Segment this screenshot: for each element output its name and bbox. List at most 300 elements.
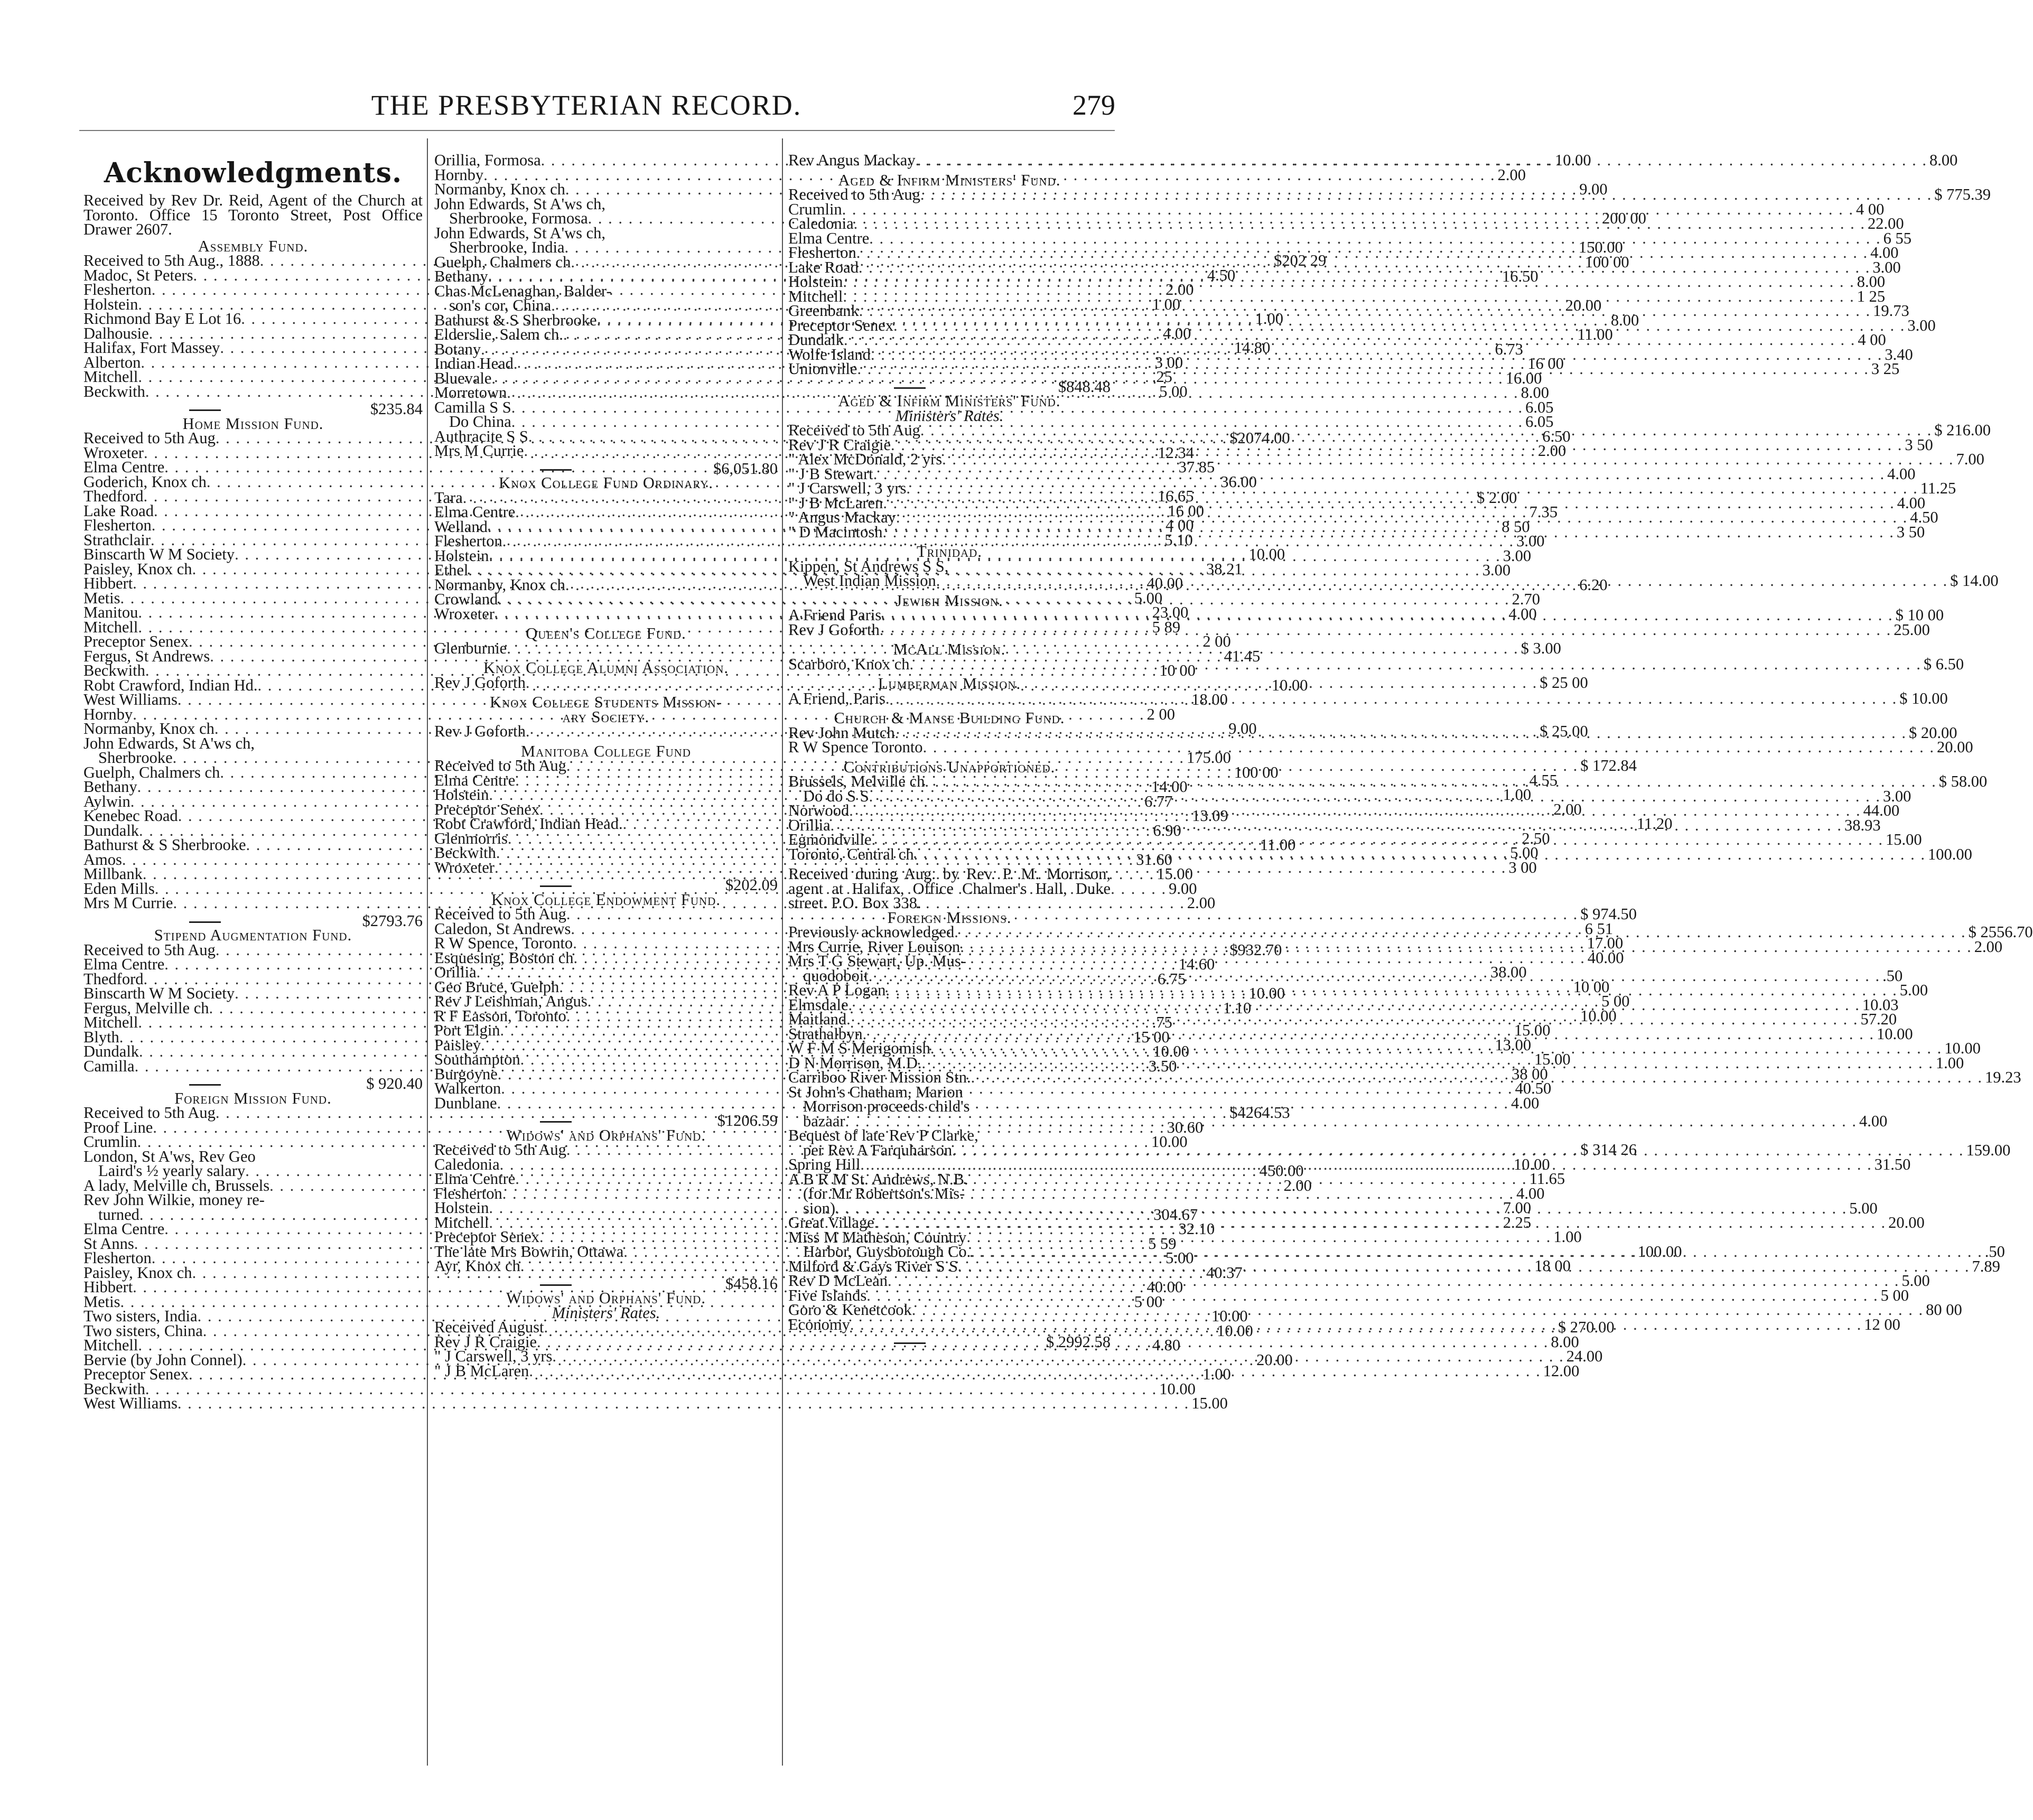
total-rule bbox=[189, 921, 221, 923]
entry-label: Lake Road bbox=[83, 501, 154, 520]
entry-label: Rev J Goforth bbox=[788, 620, 880, 639]
entry-amount: 38.21 bbox=[1206, 559, 1243, 578]
entry-amount: $ 25 00 bbox=[1540, 673, 1588, 692]
entry-label: Guelph, Chalmers ch bbox=[83, 763, 220, 781]
entry-amount: 11.65 bbox=[1529, 1170, 1565, 1188]
entry-text: Miss M Matheson, Country bbox=[788, 1228, 967, 1246]
entry-amount: 31.60 bbox=[1136, 850, 1172, 869]
entry-amount: 2.00 bbox=[1283, 1176, 1312, 1194]
entry-amount: 1.00 bbox=[1553, 1228, 1582, 1246]
fund-heading: Knox College Alumni Association. bbox=[483, 659, 729, 677]
entry-amount: 4.50 bbox=[1910, 508, 1938, 526]
entry-amount: 38 00 bbox=[1512, 1065, 1548, 1083]
fund-heading: Widows' and Orphans' Fund. bbox=[506, 1289, 706, 1307]
entry-amount: 175.00 bbox=[1186, 749, 1231, 767]
entry-label: Metis bbox=[83, 589, 120, 607]
entry-label: The late Mrs Bowrin, Ottawa bbox=[434, 1242, 624, 1261]
entry-amount: 6.77 bbox=[1144, 792, 1173, 810]
entry-amount: 11.00 bbox=[1260, 836, 1296, 854]
entry-label: Binscarth W M Society bbox=[83, 984, 235, 1002]
entry-label: Spring Hill bbox=[788, 1155, 861, 1173]
entry-amount: 1 25 bbox=[1857, 287, 1886, 305]
entry-amount: 2.25 bbox=[1503, 1213, 1532, 1231]
entry-amount: 3.40 bbox=[1885, 345, 1913, 363]
entry-amount: 9.00 bbox=[1169, 879, 1197, 898]
entry-label: Elma Centre bbox=[83, 1220, 165, 1238]
dot-leader bbox=[860, 1155, 1872, 1173]
entry-amount: 5.00 bbox=[1849, 1199, 1878, 1217]
entry-amount: 11.20 bbox=[1636, 815, 1673, 833]
entry-continuation: (for Mr Robertson's Mis- bbox=[803, 1184, 965, 1202]
entry-amount: 3 00 bbox=[1508, 858, 1537, 876]
entry-label: Received to 5th Aug bbox=[788, 185, 920, 203]
fund-heading: Foreign Missions. bbox=[887, 908, 1012, 927]
entry-label: Guelph, Chalmers ch bbox=[434, 253, 571, 271]
entry-label: Maitland bbox=[788, 1010, 847, 1028]
entry-label: Wroxeter bbox=[434, 604, 495, 623]
entry-amount: 15 00 bbox=[1133, 1028, 1170, 1046]
entry-label: Elma Centre bbox=[788, 229, 870, 247]
entry-text: London, St A'ws, Rev Geo bbox=[83, 1147, 256, 1165]
total-amount: $ 920.40 bbox=[366, 1075, 423, 1093]
entry-label: Rev J Leishman, Angus bbox=[434, 992, 587, 1010]
fund-subheading: Ministers' Rates. bbox=[895, 406, 1004, 425]
entry-amount: 100 00 bbox=[1234, 763, 1279, 781]
dot-leader bbox=[857, 362, 1869, 377]
entry-amount: $932.70 bbox=[1229, 940, 1282, 959]
entry-label: Two sisters, China bbox=[83, 1321, 203, 1340]
entry-amount: 14.80 bbox=[1234, 339, 1271, 357]
entry-amount: 2.00 bbox=[1537, 442, 1566, 460]
entry-label: Flesherton bbox=[434, 1184, 502, 1202]
total-rule bbox=[189, 409, 221, 411]
dot-leader bbox=[850, 1318, 1862, 1332]
entry-amount: 4.00 bbox=[1508, 604, 1537, 623]
entry-label: Beckwith bbox=[83, 382, 145, 400]
total-rule bbox=[540, 469, 572, 471]
entry-label: bazaar bbox=[803, 1112, 845, 1130]
entry-amount: 2.00 bbox=[1974, 937, 2003, 956]
entry-label: Bathurst & S Sherbrooke bbox=[434, 311, 597, 329]
entry-amount: 80 00 bbox=[1926, 1301, 1962, 1319]
entry-label: Great Village bbox=[788, 1214, 874, 1231]
entry-amount: 150.00 bbox=[1578, 238, 1623, 256]
entry-amount: 31.50 bbox=[1874, 1155, 1911, 1173]
dot-leader bbox=[529, 1364, 1541, 1379]
entry-label: Elma Centre bbox=[434, 1170, 516, 1188]
entry-amount: 5 59 bbox=[1148, 1234, 1177, 1253]
entry-amount: 16 00 bbox=[1168, 501, 1204, 520]
entry-amount: 5.00 bbox=[1165, 1249, 1194, 1267]
entry-label: Bluevale bbox=[434, 369, 492, 387]
entry-label: Dunblane bbox=[434, 1094, 497, 1112]
entry-label: A lady, Melville ch, Brussels bbox=[83, 1176, 270, 1194]
entry-label: Goro & Kenetcook bbox=[788, 1301, 912, 1319]
entry-amount: 4.00 bbox=[1887, 464, 1916, 483]
fund-heading: Manitoba College Fund bbox=[521, 742, 691, 760]
entry-label: R W Spence, Toronto bbox=[434, 934, 573, 952]
entry-amount: 2.00 bbox=[1553, 800, 1582, 818]
entry-label: Rev J Goforth bbox=[434, 673, 526, 692]
entry-amount: 2.00 bbox=[1165, 281, 1194, 298]
entry-label: Brussels, Melville ch bbox=[788, 772, 925, 790]
entry-label: Rev D McLean bbox=[788, 1272, 888, 1290]
fund-heading: Home Mission Fund. bbox=[182, 414, 324, 433]
entry-label: A Friend Paris bbox=[788, 606, 882, 624]
entry-amount: 25.00 bbox=[1894, 620, 1930, 639]
entry-label: Received to 5th Aug bbox=[83, 940, 216, 959]
entry-amount: $ 172.84 bbox=[1580, 757, 1637, 774]
entry-label: Elma Centre bbox=[83, 955, 165, 973]
dot-leader bbox=[880, 623, 1891, 638]
entry-label: Elderslie, Salem ch. bbox=[434, 325, 563, 343]
entry-label: W F M S Merigomish bbox=[788, 1039, 930, 1057]
entry-amount: 4.50 bbox=[1207, 266, 1236, 284]
entry-amount: 8.00 bbox=[1521, 384, 1549, 402]
entry-amount: 20.00 bbox=[1888, 1214, 1925, 1231]
entry-amount: 15.00 bbox=[1534, 1050, 1571, 1068]
entry-text: Kippen, St Andrews S S, bbox=[788, 557, 949, 575]
fund-heading: Contributions Unapportioned. bbox=[843, 758, 1056, 776]
entry-amount: 7.89 bbox=[1972, 1257, 2000, 1275]
entry-label: Unionville bbox=[788, 360, 857, 378]
entry-amount: $ 270.00 bbox=[1558, 1318, 1615, 1336]
entry-amount: 159.00 bbox=[1966, 1141, 2011, 1159]
entry-label: Halifax, Fort Massey bbox=[83, 339, 220, 357]
fund-heading: Church & Manse Building Fund. bbox=[834, 709, 1065, 727]
entry-amount: 6.75 bbox=[1157, 969, 1186, 988]
entry-label: Goderich, Knox ch bbox=[83, 472, 207, 491]
entry-text: Mrs T G Stewart, Up. Mus- bbox=[788, 952, 966, 970]
entry-label: Crowland bbox=[434, 590, 498, 608]
entry-label: sion) bbox=[803, 1199, 835, 1217]
entry-label: Egmondville bbox=[788, 830, 872, 848]
entry-label: Camilla S S bbox=[434, 398, 511, 416]
entry-amount: 13.00 bbox=[1495, 1035, 1532, 1054]
entry-label: Manitou bbox=[83, 603, 138, 621]
entry-label: Holstein bbox=[788, 273, 843, 291]
entry-label: quodoboit bbox=[803, 966, 869, 985]
entry-amount: 10.00 bbox=[1151, 1133, 1188, 1151]
entry-amount: 5 00 bbox=[1880, 1286, 1909, 1304]
entry-amount: 6.73 bbox=[1495, 340, 1523, 358]
entry-amount: $2074.00 bbox=[1229, 429, 1290, 447]
entry-amount: 2.00 bbox=[1497, 165, 1526, 184]
entry-label: Mrs M Currie bbox=[434, 442, 524, 460]
dot-leader bbox=[936, 574, 1948, 592]
entry-label: Mitchell bbox=[434, 1213, 489, 1231]
entry-label: Economy bbox=[788, 1315, 850, 1333]
fund-heading: Knox College Fund Ordinary. bbox=[498, 474, 713, 492]
entry-label: Port Elgin bbox=[434, 1021, 500, 1039]
entry-label: Mrs M Currie bbox=[83, 894, 173, 912]
entry-text: John Edwards, St A'ws ch, bbox=[434, 223, 606, 242]
entry-amount: .50 bbox=[1882, 966, 1903, 985]
entry-label: Burgoyne bbox=[434, 1065, 498, 1083]
entry-amount: 10.00 bbox=[1580, 1006, 1617, 1025]
entry-amount: 10.03 bbox=[1862, 995, 1899, 1014]
entry-amount: 100 00 bbox=[1584, 253, 1629, 271]
total-amount: $2793.76 bbox=[362, 911, 423, 930]
entry-amount: 5.00 bbox=[1899, 981, 1928, 999]
entry-label: Received to 5th Aug bbox=[434, 1141, 566, 1159]
entry-amount: 4.00 bbox=[1859, 1112, 1888, 1130]
entry-label: " J B McLaren bbox=[434, 1361, 529, 1380]
entry-label: Laird's ½ yearly salary bbox=[98, 1162, 246, 1180]
entry-label: Received August bbox=[434, 1318, 544, 1336]
entry-amount: 450.00 bbox=[1259, 1162, 1304, 1180]
dot-leader bbox=[178, 1396, 1189, 1411]
entry-amount: 4.00 bbox=[1870, 244, 1899, 262]
entry-label: " D Macintosh bbox=[788, 522, 883, 541]
entry-label: Orillia bbox=[788, 816, 831, 834]
entry-amount: 10.00 bbox=[1211, 1307, 1248, 1325]
entry-amount: 6.90 bbox=[1153, 821, 1181, 839]
dot-leader bbox=[960, 940, 1972, 955]
entry-amount: 14.00 bbox=[1151, 778, 1188, 796]
fund-heading: Trinidad. bbox=[917, 543, 982, 561]
entry-label: Harbor, Guysborough Co. bbox=[803, 1243, 971, 1261]
entry-amount: $ 20.00 bbox=[1909, 723, 1957, 742]
entry-amount: 4.00 bbox=[1510, 1094, 1540, 1112]
entry-label: Elma Centre bbox=[83, 458, 165, 476]
entry-label: Rev A P Logan bbox=[788, 981, 886, 999]
entry-amount: 2.00 bbox=[1187, 894, 1216, 912]
entry-label: Preceptor Senex bbox=[788, 316, 894, 334]
entry-label: Robt Crawford, Indian Hd. bbox=[83, 676, 258, 694]
entry-label: Crumlin bbox=[83, 1133, 137, 1151]
total-rule bbox=[540, 1121, 572, 1123]
entry-label: Preceptor Senex bbox=[434, 800, 540, 818]
fund-heading: Queen's College Fund. bbox=[526, 624, 686, 642]
entry-amount: 100.00 bbox=[1637, 1242, 1682, 1261]
entry-label: Milford & Gays River S S bbox=[788, 1257, 958, 1275]
entry-amount: 3 50 bbox=[1905, 435, 1933, 454]
fund-subheading: Ministers' Rates. bbox=[552, 1303, 660, 1322]
entry-amount: 11.00 bbox=[1577, 325, 1613, 343]
entry-label: Paisley, Knox ch bbox=[83, 559, 192, 578]
entry-label: Esquesing, Boston ch bbox=[434, 948, 574, 967]
entry-label: Welland bbox=[434, 517, 488, 536]
entry-label: Paisley bbox=[434, 1035, 481, 1054]
entry-label: Alberton bbox=[83, 353, 141, 371]
entry-label: Ethel bbox=[434, 561, 469, 579]
entry-label: Scarboro, Knox ch bbox=[788, 655, 910, 673]
entry-label: Crumlin bbox=[788, 200, 842, 218]
entry-label: Beckwith bbox=[434, 844, 496, 862]
entry-label: Millbank bbox=[83, 865, 143, 883]
entry-amount: 8.00 bbox=[1551, 1332, 1579, 1351]
entry-amount: $ 58.00 bbox=[1938, 772, 1988, 790]
entry-label: Mitchell bbox=[788, 287, 843, 305]
entry-label: " J Carswell, 3 yrs bbox=[788, 479, 907, 497]
entry-amount: 41.45 bbox=[1224, 647, 1261, 665]
entry-label: Madoc, St Peters bbox=[83, 266, 193, 284]
entry-label: Hibbert bbox=[83, 574, 133, 592]
entry-amount: $ 25.00 bbox=[1540, 722, 1588, 740]
entry-amount: 16.65 bbox=[1157, 487, 1194, 505]
entry-label: Walkerton bbox=[434, 1079, 501, 1097]
entry-label: Flesherton bbox=[83, 281, 152, 298]
entry-label: R F Easson, Toronto bbox=[434, 1006, 566, 1025]
entry-label: Orillia bbox=[434, 963, 477, 981]
entry-label: Elma Centre bbox=[434, 503, 516, 521]
entry-label: Holstein bbox=[434, 546, 489, 565]
entry-label: Hornby bbox=[434, 165, 484, 184]
entry-amount: 4.00 bbox=[1516, 1184, 1545, 1202]
entry-label: Blyth bbox=[83, 1028, 119, 1046]
entry-amount: 3 00 bbox=[1154, 353, 1183, 371]
entry-label: Bethany bbox=[83, 778, 137, 796]
entry-amount: 30.60 bbox=[1167, 1118, 1204, 1136]
entry-label: Bervie (by John Connel) bbox=[83, 1350, 243, 1369]
entry-label: Beckwith bbox=[83, 661, 145, 679]
entry-amount: 12.00 bbox=[1543, 1361, 1580, 1380]
entry-amount: 15.00 bbox=[1157, 865, 1193, 883]
entry-amount: 19.73 bbox=[1873, 302, 1909, 320]
entry-amount: 15.00 bbox=[1885, 830, 1922, 848]
entry-label: Preceptor Senex bbox=[83, 632, 189, 650]
entry-label: " J Carswell, 3 yrs bbox=[434, 1347, 553, 1365]
entry-label: Robt Crawford, Indian Head. bbox=[434, 815, 623, 833]
total-amount: $848.48 bbox=[1058, 377, 1111, 396]
entry-label: Carriboo River Mission Stn. bbox=[788, 1068, 971, 1086]
entry-amount: 8.00 bbox=[1857, 273, 1886, 291]
entry-label: " Alex McDonald, 2 yrs bbox=[788, 450, 943, 468]
entry-label: Received to 5th Aug bbox=[434, 757, 566, 774]
entry-label: Sherbrooke, Formosa bbox=[449, 209, 588, 227]
entry-label: Thedford bbox=[83, 969, 144, 988]
entry-amount: 7.35 bbox=[1529, 503, 1558, 521]
entry-label: West Williams bbox=[83, 690, 178, 708]
entry-amount: 44.00 bbox=[1863, 801, 1900, 819]
dot-leader bbox=[845, 1114, 1857, 1129]
fund-heading: McAll Mission. bbox=[893, 640, 1006, 658]
entry-label: Southampton bbox=[434, 1050, 520, 1068]
entry-label: Glenburnie bbox=[434, 639, 507, 657]
entry-amount: 40.00 bbox=[1146, 1278, 1183, 1296]
entry-amount: 37.85 bbox=[1178, 458, 1215, 476]
entry-amount: 7.00 bbox=[1503, 1199, 1532, 1217]
entry-label: A Friend, Paris bbox=[788, 689, 885, 707]
entry-amount: 10.00 bbox=[1514, 1155, 1550, 1173]
entry-amount: 5.00 bbox=[1901, 1272, 1930, 1290]
entry-label: Wroxeter bbox=[434, 858, 495, 876]
entry-label: Hornby bbox=[83, 705, 133, 723]
entry-amount: 5.10 bbox=[1164, 530, 1193, 549]
entry-amount: 5 89 bbox=[1152, 618, 1181, 636]
entry-amount: 5.00 bbox=[1510, 844, 1538, 862]
entry-label: son's cor, China bbox=[449, 296, 552, 314]
entry-amount: 3 50 bbox=[1896, 522, 1925, 541]
entry-amount: 10.00 bbox=[1944, 1039, 1981, 1057]
total-amount: $ 2992.58 bbox=[1046, 1333, 1111, 1351]
entry-label: Received to 5th Aug bbox=[83, 429, 216, 447]
dot-leader bbox=[883, 525, 1895, 540]
entry-amount: 13.09 bbox=[1192, 807, 1228, 825]
fund-heading: Widows' and Orphans' Fund. bbox=[506, 1126, 706, 1144]
dot-leader bbox=[923, 740, 1935, 755]
entry-amount: 10.00 bbox=[1248, 545, 1285, 563]
entry-amount: 2.50 bbox=[1522, 829, 1550, 847]
entry-label: Wroxeter bbox=[83, 443, 144, 462]
header-rule bbox=[79, 130, 1115, 131]
entry-amount: 3.00 bbox=[1516, 532, 1545, 550]
fund-heading: Aged & Infirm Ministers' Fund. bbox=[838, 392, 1061, 410]
entry-label: Thedford bbox=[83, 487, 144, 505]
entry-amount: 24.00 bbox=[1566, 1347, 1603, 1365]
entry-amount: 20.00 bbox=[1256, 1350, 1293, 1369]
running-head bbox=[0, 89, 1188, 126]
entry-amount: 3.00 bbox=[1872, 258, 1901, 276]
entry-amount: 2 00 bbox=[1202, 632, 1231, 650]
entry-continuation: Morrison proceeds child's bbox=[803, 1097, 970, 1115]
entry-amount: 16.50 bbox=[1502, 267, 1538, 285]
entry-label: " Angus Mackay bbox=[788, 508, 896, 526]
entry-label: Sherbrooke bbox=[98, 749, 173, 767]
entry-label: Strathclair bbox=[83, 530, 151, 549]
entry-amount: 23.00 bbox=[1152, 603, 1189, 621]
entry-label: Five Islands bbox=[788, 1286, 867, 1304]
main-title: Acknowledgments. bbox=[104, 157, 403, 189]
entry-label: Dundalk bbox=[83, 821, 139, 839]
entry-amount: 6 55 bbox=[1883, 229, 1912, 247]
entry-label: " J B Stewart bbox=[788, 464, 873, 483]
entry-label: Caledonia bbox=[434, 1155, 500, 1173]
entry-amount: $ 10.00 bbox=[1899, 689, 1948, 707]
entry-amount: 10.00 bbox=[1877, 1024, 1913, 1043]
entry-label: Botany bbox=[434, 340, 481, 358]
entry-label: West Indian Mission bbox=[803, 572, 936, 590]
entry-row bbox=[83, 1394, 1228, 1412]
entry-text: John Edwards, St A'ws ch, bbox=[83, 734, 255, 752]
entry-label: Preceptor Senex bbox=[434, 1228, 540, 1246]
entry-amount: 10.00 bbox=[1248, 984, 1285, 1002]
total-amount: $202.09 bbox=[725, 876, 778, 894]
entry-amount: 4.00 bbox=[1897, 493, 1926, 512]
entry-label: Amos bbox=[83, 850, 122, 869]
entry-label: Metis bbox=[83, 1292, 120, 1311]
note-paragraph: Received during Aug. by Rev. P. M. Morrison, agent at Halifax, Office Chalmer's Hall, Duke street. P.O. Box 338. bbox=[788, 865, 1111, 912]
entry-amount: 200 00 bbox=[1601, 209, 1646, 227]
entry-label: Holstein bbox=[434, 1199, 489, 1217]
entry-amount: 1.00 bbox=[1202, 1365, 1231, 1383]
entry-amount: 1.00 bbox=[1255, 310, 1283, 328]
entry-amount: 6.05 bbox=[1525, 413, 1554, 431]
entry-label: " J B McLaren bbox=[788, 493, 883, 512]
intro-paragraph: Received by Rev Dr. Reid, Agent of the Church at Toronto. Office 15 Toronto Street, Post Office Drawer 2607. bbox=[83, 191, 423, 238]
entry-amount: 1 00 bbox=[1152, 295, 1181, 313]
entry-amount: 10 00 bbox=[1573, 977, 1610, 996]
fund-heading: Aged & Infirm Ministers' Fund. bbox=[838, 171, 1061, 189]
fund-heading: Knox College Students Mission- bbox=[490, 693, 722, 711]
entry-amount: 5.00 bbox=[1134, 589, 1163, 607]
total-amount: $235.84 bbox=[370, 400, 423, 418]
dot-leader bbox=[885, 692, 1897, 706]
entry-label: Orillia, Formosa bbox=[434, 151, 541, 169]
entry-label: Elma Centre bbox=[434, 771, 516, 789]
entry-amount: 8.00 bbox=[1610, 311, 1639, 329]
entry-text: Chas McLenaghan, Balder- bbox=[434, 282, 612, 300]
entry-label: Normanby, Knox ch bbox=[83, 720, 215, 738]
entry-amount: 38.00 bbox=[1490, 963, 1527, 981]
entry-label: Caledonia bbox=[788, 214, 854, 232]
entry-label: turned bbox=[98, 1205, 139, 1224]
entry-amount: 19.23 bbox=[1985, 1068, 2021, 1086]
entry-amount: 40.00 bbox=[1587, 948, 1624, 967]
entry-amount: $ 3.00 bbox=[1521, 639, 1561, 657]
entry-label: Mrs Currie, River Louison bbox=[788, 937, 960, 956]
